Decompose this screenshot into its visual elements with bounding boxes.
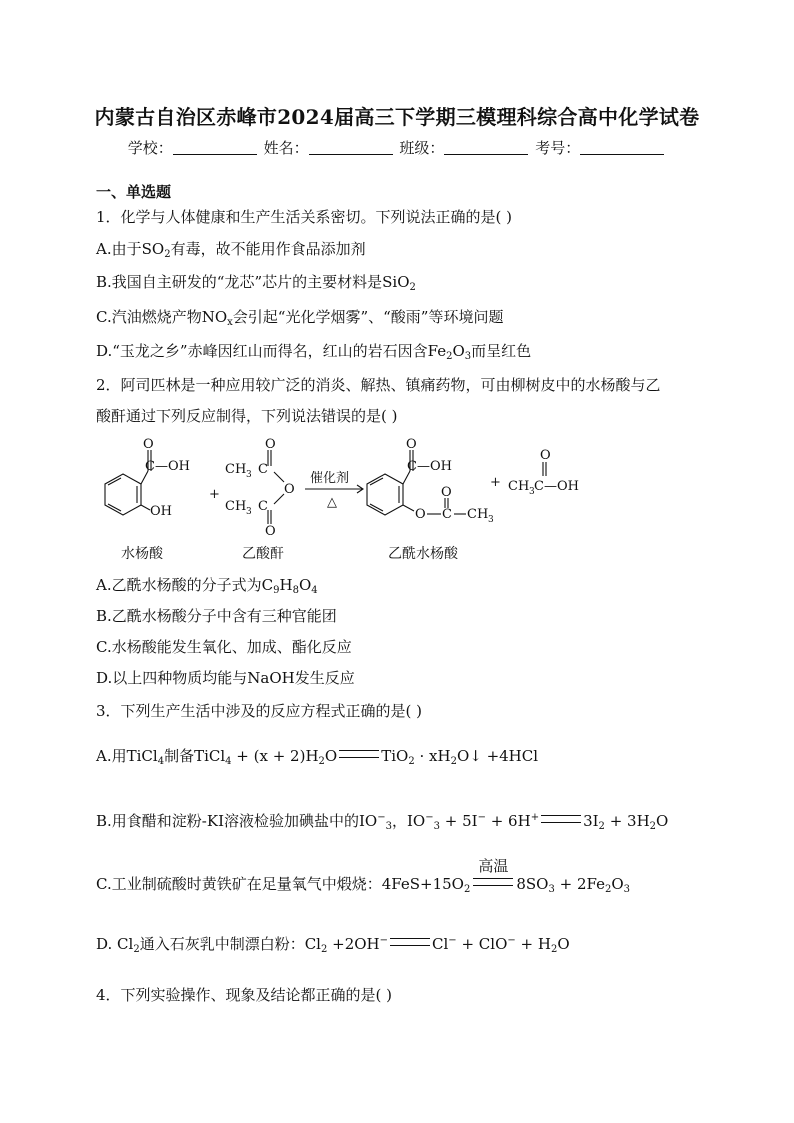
subscript: 3 — [548, 884, 555, 895]
option-text: 制备 — [164, 747, 195, 765]
subscript: 2 — [318, 756, 325, 767]
atom-label: CH — [225, 462, 247, 477]
question-3-option-c[interactable] — [96, 857, 631, 895]
subscript: 3 — [623, 884, 631, 895]
question-2-stem-line-1: 2．阿司匹林是一种应用较广泛的消炎、解热、镇痛药物，可由柳树皮中的水杨酸与乙 — [96, 376, 661, 394]
atom-label: O — [415, 507, 426, 522]
formula: + ClO — [456, 935, 508, 953]
formula: + 3H — [604, 812, 650, 830]
atom-label: O — [143, 438, 154, 452]
benzene-ring-2 — [367, 474, 403, 515]
formula: NO — [201, 308, 228, 326]
subscript: 9 — [273, 585, 280, 596]
superscript: − — [425, 812, 434, 823]
atom-label: CH — [508, 479, 530, 494]
option-text: A.由于 — [96, 240, 142, 258]
question-2-option-d[interactable]: D.以上四种物质均能与NaOH发生反应 — [96, 669, 355, 687]
question-1-option-c[interactable] — [96, 306, 503, 327]
formula: TiCl — [126, 747, 158, 765]
option-text: 而呈红色 — [471, 342, 532, 360]
superscript: + — [530, 812, 540, 823]
atom-label: O — [406, 438, 417, 452]
equals-sign — [339, 750, 379, 758]
option-text: C.汽油燃烧产物 — [96, 308, 202, 326]
atom-label: CH — [225, 499, 247, 514]
subscript: 3 — [529, 487, 535, 497]
equals-sign — [390, 938, 430, 946]
heat-symbol: △ — [327, 495, 337, 510]
subscript: 8 — [292, 585, 299, 596]
atom-label: O — [284, 482, 295, 497]
option-text: A.乙酰水杨酸的分子式为 — [96, 576, 262, 594]
page-title: 内蒙古自治区赤峰市2024届高三下学期三模理科综合高中化学试卷 — [94, 105, 700, 129]
formula: O — [656, 812, 669, 830]
question-1-stem: 1．化学与人体健康和生产生活关系密切。下列说法正确的是( ) — [96, 208, 513, 226]
reaction-condition-arrow — [470, 857, 516, 893]
benzene-ring-1 — [105, 474, 141, 515]
atom-label: C—OH — [407, 459, 452, 474]
formula: Cl — [304, 935, 321, 953]
subscript: 2 — [550, 944, 558, 955]
plus-sign: + — [209, 487, 220, 502]
question-2-stem-line-2: 酸酐通过下列反应制得，下列说法错误的是( ) — [96, 407, 398, 425]
atom-label: C—OH — [534, 479, 579, 494]
subscript: 4 — [311, 585, 318, 596]
formula: O↓ +4HCl — [456, 747, 539, 765]
subscript: 2 — [598, 821, 605, 832]
school-field[interactable] — [173, 140, 257, 155]
class-label: 班级： — [399, 139, 445, 157]
atom-label: O — [441, 485, 452, 500]
student-info-line — [0, 137, 794, 158]
option-text: 会引起“光化学烟雾”、“酸雨”等环境问题 — [232, 308, 504, 326]
subscript: 3 — [433, 821, 440, 832]
class-field[interactable] — [444, 140, 528, 155]
option-text: 通入石灰乳中制漂白粉： — [139, 935, 305, 953]
atom-label: C — [258, 499, 268, 514]
name-field[interactable] — [309, 140, 393, 155]
exam-number-label: 考号： — [535, 139, 581, 157]
formula: H — [279, 576, 293, 594]
option-text: B.我国自主研发的“龙芯”芯片的主要材料是 — [96, 273, 383, 291]
atom-label: C—OH — [145, 459, 190, 474]
formula: · xH — [414, 747, 451, 765]
name-label: 姓名： — [263, 139, 309, 157]
formula: + H — [515, 935, 551, 953]
formula: 8SO — [516, 875, 549, 893]
atom-label: O — [265, 438, 276, 452]
subscript: 2 — [133, 944, 140, 955]
exam-number-field[interactable] — [580, 140, 664, 155]
formula: SiO — [382, 273, 410, 291]
atom-label: C — [442, 507, 452, 522]
subscript: 4 — [225, 756, 232, 767]
subscript: 3 — [488, 515, 494, 525]
subscript: 2 — [446, 351, 453, 362]
compound-name: 乙酸酐 — [242, 546, 284, 562]
formula: 3I — [583, 812, 599, 830]
formula: + 6H — [485, 812, 531, 830]
subscript: 4 — [157, 756, 165, 767]
formula: + 2Fe — [554, 875, 605, 893]
formula: O — [324, 747, 338, 765]
formula: O — [611, 875, 624, 893]
formula: O — [452, 342, 465, 360]
question-1-option-b[interactable] — [96, 271, 416, 292]
question-4-stem: 4．下列实验操作、现象及结论都正确的是( ) — [96, 986, 393, 1004]
subscript: 2 — [320, 944, 328, 955]
option-text: D.“玉龙之乡”赤峰因红山而得名，红山的岩石因含 — [96, 342, 428, 360]
option-text: C.工业制硫酸时黄铁矿在足量氧气中煅烧： — [96, 875, 382, 893]
formula: O — [298, 576, 312, 594]
formula: TiO — [381, 747, 409, 765]
question-3-stem: 3．下列生产生活中涉及的反应方程式正确的是( ) — [96, 702, 423, 720]
formula: + (x + 2)H — [231, 747, 319, 765]
option-text: D. Cl — [96, 935, 134, 953]
subscript: 2 — [649, 821, 657, 832]
subscript: 3 — [246, 507, 252, 517]
plus-sign: + — [490, 475, 501, 490]
option-text: 有毒，故不能用作食品添加剂 — [170, 240, 366, 258]
subscript: 3 — [464, 351, 472, 362]
condition-label: 高温 — [478, 857, 509, 875]
equals-sign — [541, 815, 581, 823]
formula: +2OH — [327, 935, 380, 953]
subscript: 2 — [408, 756, 415, 767]
question-1-option-a[interactable] — [96, 238, 366, 259]
subscript: x — [227, 317, 233, 328]
question-2-option-b[interactable]: B.乙酰水杨酸分子中含有三种官能团 — [96, 607, 337, 625]
subscript: 2 — [463, 884, 471, 895]
atom-label: O — [265, 524, 276, 539]
formula: TiCl — [194, 747, 226, 765]
atom-label: O — [540, 448, 551, 463]
reaction-scheme — [88, 438, 608, 568]
question-3-option-a[interactable] — [96, 745, 538, 766]
superscript: − — [379, 935, 389, 946]
superscript: − — [507, 935, 516, 946]
question-3-option-d[interactable] — [96, 933, 570, 954]
atom-label: OH — [150, 504, 172, 519]
atom-label: C — [258, 462, 268, 477]
section-heading: 一、单选题 — [96, 183, 172, 201]
formula: C — [261, 576, 274, 594]
formula: O — [557, 935, 570, 953]
catalyst-label: 催化剂 — [310, 471, 350, 486]
equals-sign — [473, 878, 513, 886]
subscript: 2 — [450, 756, 457, 767]
compound-name: 乙酰水杨酸 — [388, 546, 458, 562]
subscript: 2 — [409, 282, 416, 293]
atom-label: CH — [467, 507, 489, 522]
formula: Cl — [432, 935, 449, 953]
option-text: B.用食醋和淀粉-KI溶液检验加碘盐中的IO — [96, 812, 378, 830]
formula: SO — [141, 240, 165, 258]
formula: ，IO — [391, 812, 426, 830]
question-2-option-c[interactable]: C.水杨酸能发生氧化、加成、酯化反应 — [96, 638, 352, 656]
formula: 4FeS+15O — [381, 875, 464, 893]
question-1-option-d[interactable] — [96, 340, 531, 361]
school-label: 学校： — [127, 139, 173, 157]
subscript: 2 — [164, 249, 171, 260]
formula: + 5I — [439, 812, 478, 830]
subscript: 2 — [604, 884, 612, 895]
option-text: A.用 — [96, 747, 127, 765]
compound-name: 水杨酸 — [121, 546, 163, 562]
question-2-option-a[interactable] — [96, 574, 318, 595]
subscript: 3 — [246, 470, 252, 480]
question-3-option-b[interactable] — [96, 810, 668, 831]
superscript: − — [448, 935, 457, 946]
superscript: − — [477, 812, 486, 823]
formula: Fe — [427, 342, 447, 360]
superscript: − — [377, 812, 386, 823]
subscript: 3 — [385, 821, 392, 832]
